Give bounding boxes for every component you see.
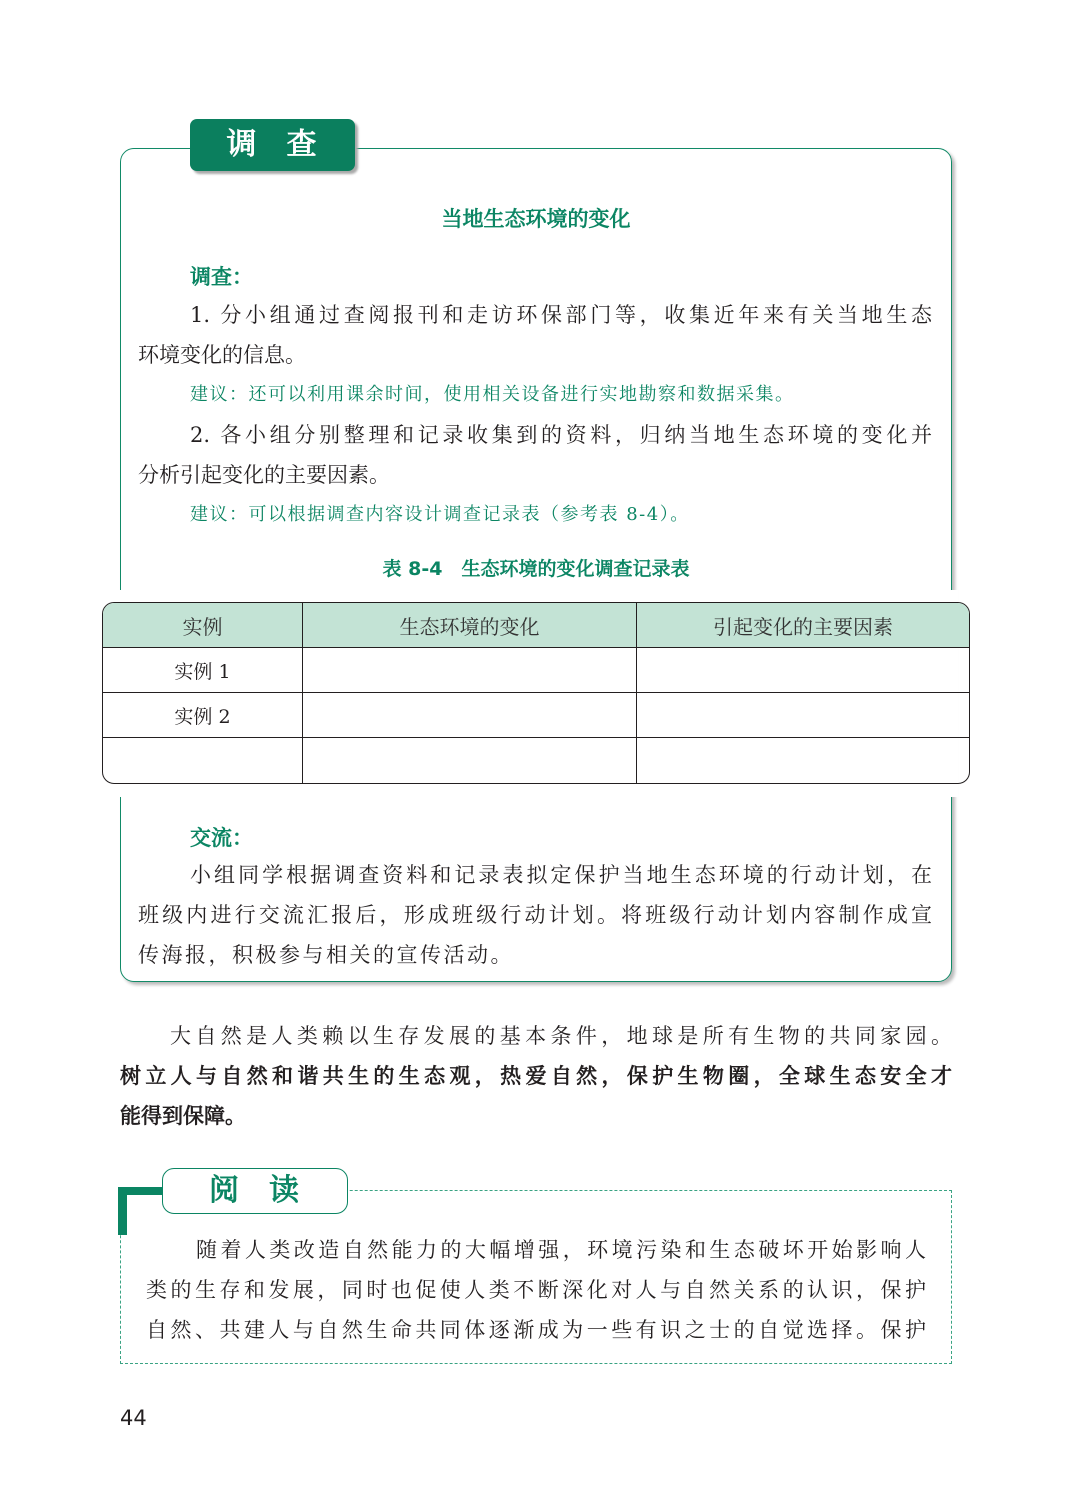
reading-tag: 阅读	[162, 1168, 348, 1214]
survey-tag: 调查	[190, 119, 355, 171]
body-line: 大自然是人类赖以生存发展的基本条件，地球是所有生物的共同家园。	[170, 1024, 952, 1048]
survey-line: 环境变化的信息。	[138, 343, 306, 367]
reading-line: 随着人类改造自然能力的大幅增强，环境污染和生态破坏开始影响人	[196, 1238, 926, 1262]
body-line-bold: 能得到保障。	[120, 1104, 246, 1128]
page-number: 44	[120, 1406, 147, 1430]
table-cell: 实例 2	[103, 693, 303, 738]
exchange-heading: 交流：	[190, 826, 253, 850]
table-cell	[637, 738, 969, 783]
table-caption: 表 8-4 生态环境的变化调查记录表	[382, 558, 690, 580]
exchange-line: 小组同学根据调查资料和记录表拟定保护当地生态环境的行动计划，在	[190, 863, 932, 887]
table-header: 生态环境的变化	[303, 603, 637, 648]
table-header: 引起变化的主要因素	[637, 603, 969, 648]
table-row	[103, 738, 969, 783]
table-cell	[303, 693, 637, 738]
reading-line: 类的生存和发展，同时也促使人类不断深化对人与自然关系的认识，保护	[146, 1278, 926, 1302]
table-cell: 实例 1	[103, 648, 303, 693]
table-row	[103, 693, 969, 738]
table-cell	[637, 693, 969, 738]
table-cell	[303, 648, 637, 693]
body-line-bold: 树立人与自然和谐共生的生态观，热爱自然，保护生物圈，全球生态安全才	[120, 1064, 952, 1088]
exchange-line: 传海报，积极参与相关的宣传活动。	[138, 943, 514, 967]
suggestion: 建议：还可以利用课余时间，使用相关设备进行实地勘察和数据采集。	[190, 384, 795, 405]
survey-heading: 调查：	[190, 265, 253, 289]
survey-line: 2. 各小组分别整理和记录收集到的资料，归纳当地生态环境的变化并	[190, 423, 932, 447]
reading-line: 自然、共建人与自然生命共同体逐渐成为一些有识之士的自觉选择。保护	[146, 1318, 926, 1342]
table-cell	[637, 648, 969, 693]
table-cell	[103, 738, 303, 783]
bracket-decoration	[118, 1187, 127, 1235]
survey-title: 当地生态环境的变化	[441, 207, 631, 231]
exchange-line: 班级内进行交流汇报后，形成班级行动计划。将班级行动计划内容制作成宣	[138, 903, 932, 927]
survey-line: 1. 分小组通过查阅报刊和走访环保部门等，收集近年来有关当地生态	[190, 303, 932, 327]
suggestion: 建议：可以根据调查内容设计调查记录表（参考表 8-4）。	[190, 504, 690, 525]
table-header-row	[103, 603, 969, 648]
table-cell	[303, 738, 637, 783]
table-header: 实例	[103, 603, 303, 648]
survey-line: 分析引起变化的主要因素。	[138, 463, 390, 487]
record-table	[102, 602, 970, 784]
table-row	[103, 648, 969, 693]
